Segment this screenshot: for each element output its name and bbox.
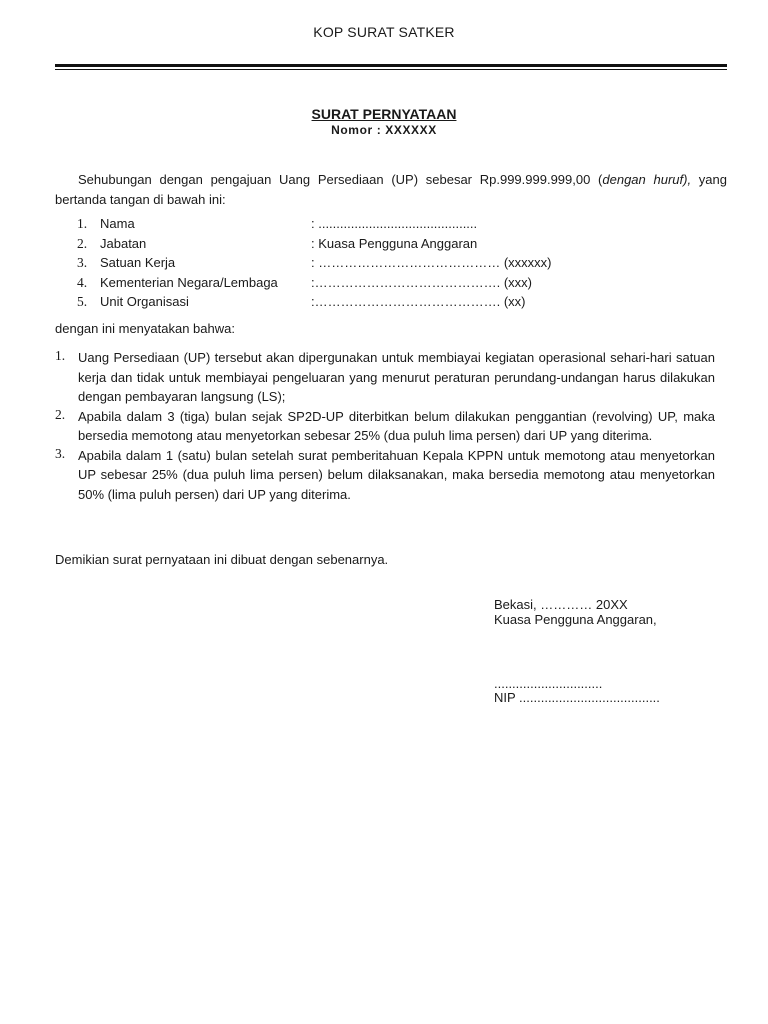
identity-label: Satuan Kerja xyxy=(100,255,176,271)
letterhead-rule-thick xyxy=(55,64,727,67)
statement-item xyxy=(55,348,715,407)
statement-number: 1. xyxy=(55,348,66,363)
identity-value: : ............................................ xyxy=(311,216,478,231)
statement-list xyxy=(55,348,715,504)
identity-label: Kementerian Negara/Lembaga xyxy=(100,274,278,290)
letterhead-rule-thin xyxy=(55,69,727,70)
signature-block xyxy=(494,597,657,627)
intro-text-end: yang bertanda tangan di bawah ini: xyxy=(55,172,727,207)
identity-number: 4. xyxy=(77,274,88,290)
statement-lead-in: dengan ini menyatakan bahwa: xyxy=(55,321,235,336)
identity-number: 5. xyxy=(77,294,88,310)
identity-value: :……………………………………. (xxx) xyxy=(311,274,532,290)
identity-value: : Kuasa Pengguna Anggaran xyxy=(311,235,478,251)
identity-value: :……………………………………. (xx) xyxy=(311,294,526,310)
identity-number: 1. xyxy=(77,216,88,231)
signature-role: Kuasa Pengguna Anggaran, xyxy=(494,612,657,627)
statement-number: 3. xyxy=(55,445,66,461)
statement-number: 2. xyxy=(55,406,66,422)
signature-nip: NIP ....................................... xyxy=(494,690,660,705)
letterhead-placeholder: KOP SURAT SATKER xyxy=(313,24,455,40)
identity-number: 3. xyxy=(77,255,88,271)
intro-paragraph xyxy=(55,170,727,210)
document-title: SURAT PERNYATAAN xyxy=(311,106,457,122)
identity-number: 2. xyxy=(77,235,88,251)
closing-sentence: Demikian surat pernyataan ini dibuat dengan sebenarnya. xyxy=(55,552,389,567)
intro-text-start: Sehubungan dengan pengajuan Uang Persediaan (UP) sebesar Rp.999.999.999,00 ( xyxy=(78,172,603,187)
document-number: Nomor : XXXXXX xyxy=(331,123,437,137)
statement-text: Uang Persediaan (UP) tersebut akan dipergunakan untuk membiayai kegiatan operasional sehari-hari satuan kerja dan tidak untuk membiayai pengeluaran yang menurut peraturan perundang-undangan harus dilakukan dengan pembayaran langsung (LS); xyxy=(78,350,715,404)
identity-label: Nama xyxy=(100,216,135,231)
statement-item xyxy=(55,407,715,446)
signature-place-date: Bekasi, ………… 20XX xyxy=(494,597,628,612)
statement-item xyxy=(55,446,715,505)
statement-text: Apabila dalam 1 (satu) bulan setelah surat pemberitahuan Kepala KPPN untuk memotong atau menyetorkan UP sebesar 25% (dua puluh lima persen) belum dilaksanakan, maka bersedia memotong atau menyetorkan 50% (lima puluh persen) dari UP yang diterima. xyxy=(78,447,715,502)
intro-text-italic: dengan huruf), xyxy=(602,172,692,187)
identity-label: Jabatan xyxy=(100,235,147,251)
statement-text: Apabila dalam 3 (tiga) bulan sejak SP2D-UP diterbitkan belum dilakukan penggantian (revolving) UP, maka bersedia memotong atau menyetorkan sebesar 25% (dua puluh lima persen) dari UP yang diterima. xyxy=(78,408,715,443)
signature-name-placeholder: .............................. xyxy=(494,676,603,691)
identity-label: Unit Organisasi xyxy=(100,294,189,310)
identity-value: : …………………………………… (xxxxxx) xyxy=(311,255,552,271)
